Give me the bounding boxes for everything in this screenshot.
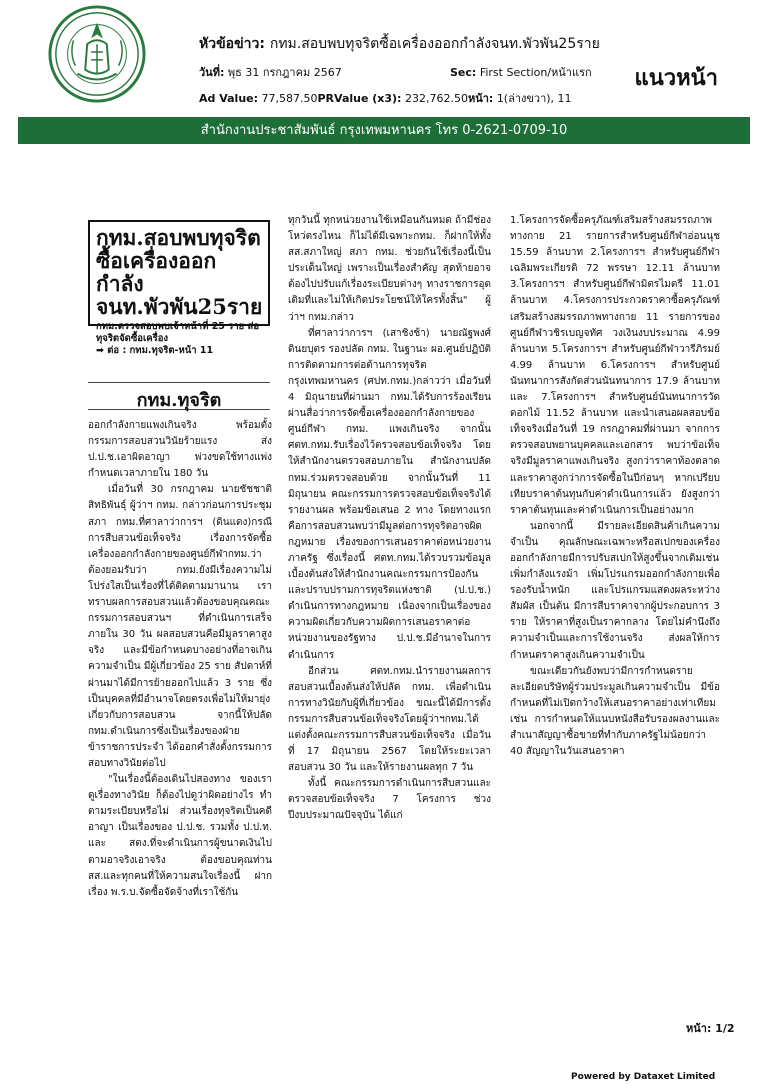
paragraph: ทุกวันนี้ ทุกหน่วยงานใช้เหมือนกันหมด ถ้ามีช่องโหว่ตรงไหน ก็ไม่ได้มีเฉพาะกทม. ก็ฝากให้ทั้งสส.สภาใหญ่ สภา กทม. ช่วยกันใช้เรื่องนี้เป็นประเด็นใหญ่ เพราะเป็นเรื่องสำคัญ สุดท้ายอาจต้องไปปรับแก้เรื่องระเบียบต่างๆ ทางราชการอุดเติมที่และไม่ให้เกิดประโยชน์ให้ใครทั้งสิ้น" ผู้ว่าฯ กทม.กล่าว xyxy=(288,215,491,323)
article-column-1 xyxy=(88,418,272,901)
title-value: กทม.สอบพบทุจริตซื้อเครื่องออกกำลังจนท.พัวพัน25ราย xyxy=(269,36,600,52)
sec-value: First Section/หน้าแรก xyxy=(479,66,592,79)
value-line xyxy=(199,89,572,107)
date-value: พุธ 31 กรกฎาคม 2567 xyxy=(227,66,342,79)
ad-label: Ad Value: xyxy=(199,92,259,105)
agency-bar: สำนักงานประชาสัมพันธ์ กรุงเทพมหานคร โทร 0-2621-0709-10 xyxy=(18,117,750,144)
continued-note: ➡ ต่อ : กทม.ทุจริต-หน้า 11 xyxy=(96,345,214,356)
clipping-header xyxy=(18,5,750,117)
paragraph: อีกส่วน ศตท.กทม.นำรายงานผลการสอบสวนเบื้องต้นส่งให้ปลัด กทม. เพื่อดำเนินการทางวินัยกับผู้ที่เกี่ยวข้อง ขณะนี้ได้มีการตั้งกรรมการสืบสวนข้อเท็จจริงโดยผู้ว่าฯกทม.ได้แต่งตั้งคณะกรรมการสืบสวนข้อเท็จจริง เมื่อวันที่ 17 มิถุนายน 2567 โดยให้ระยะเวลาสอบสวน 30 วัน และให้รายงานผลทุก 7 วัน xyxy=(288,665,491,774)
date-line xyxy=(199,63,342,81)
column-heading-text: กทม.ทุจริต xyxy=(136,390,222,411)
paragraph: ขณะเดียวกันยังพบว่ามีการกำหนดรายละเอียดบริษัทผู้ร่วมประมูลเกินความจำเป็น มีข้อกำหนดที่ไม่เปิดกว้างให้เสนอราคาอย่างเท่าเทียม เช่น การกำหนดให้แนบหนังสือรับรองผลงานและสำเนาสัญญาซื้อขายที่ทำกับภาครัฐไม่น้อยกว่า 40 สัญญาในวันเสนอราคา xyxy=(510,665,720,758)
bma-emblem-icon xyxy=(48,5,146,103)
page-info: หน้า: 1/2 xyxy=(686,1022,735,1035)
ad-value: 77,587.50 xyxy=(261,92,318,105)
paragraph: ทั้งนี้ คณะกรรมการดำเนินการสืบสวนและตรวจสอบข้อเท็จจริง 7 โครงการ ช่วงปีงบประมาณปัจจุบัน ได้แก่ xyxy=(288,778,491,822)
paragraph: ออกกำลังกายแพงเกินจริง พร้อมตั้งกรรมการสอบสวนวินัยร้ายแรง ส่ง ป.ป.ช.เอาผิดอาญา พ่วงขดใช้ทางแพ่ง กำหนดเวลาภายใน 180 วัน xyxy=(88,420,272,480)
article-subhead: กทม.ตรวจสอบพบเจ้าหน้าที่ 25 ราย ส่อทุจริตจัดซื้อเครื่อง xyxy=(96,321,260,344)
page-label: หน้า: xyxy=(467,92,494,105)
sec-label: Sec: xyxy=(450,66,477,79)
paragraph: นอกจากนี้ มีรายละเอียดสินค้าเกินความจำเป็น คุณลักษณะเฉพาะหรือสเปกของเครื่องออกกำลังกายมีการปรับสเปกให้สูงขึ้นจากเดิมเช่นเพิ่มกำลังแรงม้า เพิ่มโปรแกรมออกกำลังกายเพื่อรองรับน้ำหนัก และโปรแกรมแสดงผลระหว่างสัมผัส เป็นต้น มีการสืบราคาจากผู้ประกอบการ 3 ราย ให้ราคาที่สูงเป็นราคากลาง โดยไม่คำนึงถึงความจำเป็นและการใช้งานจริง ส่งผลให้การกำหนดราคาสูงเกินความจำเป็น xyxy=(510,520,720,661)
powered-by: Powered by Dataxet Limited xyxy=(571,1072,716,1082)
article-headline: กทม.สอบพบทุจริต ซื้อเครื่องออกกำลัง จนท.พัวพัน25ราย xyxy=(96,225,263,319)
paragraph: 1.โครงการจัดซื้อครุภัณฑ์เสริมสร้างสมรรถภาพทางกาย 21 รายการสำหรับศูนย์กีฬาอ่อนนุช 15.59 ล้านบาท 2.โครงการฯ สำหรับศูนย์กีฬาเฉลิมพระเกียรติ 72 พรรษา 12.11 ล้านบาท 3.โครงการฯ สำหรับศูนย์กีฬามิตรไมตรี 11.01 ล้านบาท 4.โครงการประกวดราคาซื้อครุภัณฑ์เสริมสร้างสมรรถภาพทางกาย 11 รายการของศูนย์กีฬาวชิรเบญจทัศ วงเงินงบประมาณ 4.99 ล้านบาท 5.โครงการฯ สำหรับศูนย์กีฬาวารีภิรมย์ 4.99 ล้านบาท 6.โครงการฯ สำหรับศูนย์นันทนาการสังกัดส่วนนันทนาการ 17.9 ล้านบาท และ 7.โครงการฯ สำหรับศูนย์นันทนาการวัดดอกไม้ 11.52 ล้านบาท และนำเสนอผลสอบข้อเท็จจริงเมื่อวันที่ 19 กรกฎาคมที่ผ่านมา จากการตรวจสอบพยานบุคคลและเอกสาร พบว่าข้อเท็จจริงมีมูลราคาแพงเกินจริง สูงกว่าราคาท้องตลาดและราคาสูงกว่าการจัดซื้อในปีก่อนๆ หากเปรียบเทียบราคาต้นทุนกับค่าดำเนินการแล้ว ยังสูงกว่าราคาต้นทุนและค่าดำเนินการเป็นอย่างมาก xyxy=(510,215,720,516)
column-heading xyxy=(88,382,270,410)
section-line xyxy=(450,63,592,81)
pr-label: PRValue (x3): xyxy=(317,92,402,105)
newspaper-name: แนวหน้า xyxy=(634,66,718,91)
paragraph: "ในเรื่องนี้ต้องเดินไปสองทาง ของเราดูเรื่องทางวินัย ก็ต้องไปดูว่าผิดอย่างไร ทำตามระเบียบหรือไม่ ส่วนเรื่องทุจริตเป็นคดีอาญา เป็นเรื่องของ ป.ป.ช. รวมทั้ง ป.ป.ท. และ สตง.ที่จะดำเนินการผู้ขนาดเงินไป ตามอาจริงเอาจริง ต้องขอบคุณท่านสส.และทุกคนที่ให้ความสนใจเรื่องนี้ ฝากเรื่อง พ.ร.บ.จัดซื้อจัดจ้างที่เราใช้กัน xyxy=(88,774,272,898)
pr-value: 232,762.50 xyxy=(404,92,468,105)
paragraph: เมื่อวันที่ 30 กรกฎาคม นายชัชชาติ สิทธิพันธุ์ ผู้ว่าฯ กทม. กล่าวก่อนการประชุมสภา กทม.ที่ศาลาว่าการฯ (ดินแดง)กรณีการสืบสวนข้อเท็จจริง เรื่องการจัดซื้อเครื่องออกกำลังกายของศูนย์กีฬากทม.ว่าต้องยอมรับว่า กทม.ยังมีเรื่องความไม่โปร่งใสเป็นเรื่องที่ได้ติดตามมานาน เราทราบผลการสอบสวนแล้วต้องขอบคุณคณะกรรมการสอบสวนฯ ที่ดำเนินการเสร็จภายใน 30 วัน ผลสอบสวนคือมีมูลราคาสูงจริง และมีข้อกำหนดบางอย่างที่อาจเกินความจำเป็น มีผู้เกี่ยวข้อง 25 ราย สัปดาห์ที่ผ่านมาได้มีการย้ายออกไปแล้ว 3 ราย ซึ่งเป็นบุคคลที่มีอำนาจโดยตรงเพื่อไม่ให้มายุ่งเกี่ยวกับการสอบสวน จากนี้ให้ปลัด กทม.ดำเนินการซึ่งเป็นเรื่องของฝ่ายข้าราชการประจำ ได้ออกคำสั่งตั้งกรรมการสอบทางวินัยต่อไป xyxy=(88,484,272,769)
paragraph: ที่ศาลาว่าการฯ (เสาชิงช้า) นายณัฐพงศ์ ดินยบุตร รองปลัด กทม. ในฐานะ ผอ.ศูนย์ปฏิบัติการติดตามการต่อต้านการทุจริตกรุงเทพมหานคร (ศปท.กทม.)กล่าวว่า เมื่อวันที่ 4 มิถุนายนที่ผ่านมา กทม.ได้รับการร้องเรียนผ่านสื่อว่าการจัดซื้อเครื่องออกกำลังกายของศูนย์กีฬา กทม. แพงเกินจริง จากนั้น ศตท.กทม.รับเรื่องไว้ตรวจสอบข้อเท็จจริง โดยให้สำนักงานตรวจสอบภายใน สำนักงานปลัด กทม.ร่วมตรวจสอบด้วย จากนั้นวันที่ 11 มิถุนายน คณะกรรมการตรวจสอบข้อเท็จจริงได้รายงานผล พร้อมข้อเสนอ 2 ทาง โดยทางแรก คือการสอบสวนพบว่ามีมูลต่อการทุจริตอาจผิดกฎหมาย เรื่องของการเสนอราคาต่อหน่วยงานภาครัฐ ซึ่งเรื่องนี้ ศตท.กทม.ได้รวบรวมข้อมูลเบื้องต้นส่งให้สำนักงานคณะกรรมการป้องกันและปราบปรามการทุจริตแห่งชาติ (ป.ป.ช.) ดำเนินการทางกฎหมาย เนื่องจากเป็นเรื่องของความผิดเกี่ยวกับความผิดการเสนอราคาต่อหน่วยงานของรัฐทาง ป.ป.ช.มีอำนาจในการดำเนินการ xyxy=(288,327,491,661)
headline-box xyxy=(88,220,270,356)
article-column-3 xyxy=(510,213,720,760)
page-value: 1(ล่างขวา), 11 xyxy=(496,92,572,105)
article-column-2 xyxy=(288,213,491,825)
title-label: หัวข้อข่าว: xyxy=(199,36,265,52)
headline-meta xyxy=(199,33,600,55)
date-label: วันที่: xyxy=(199,66,225,79)
